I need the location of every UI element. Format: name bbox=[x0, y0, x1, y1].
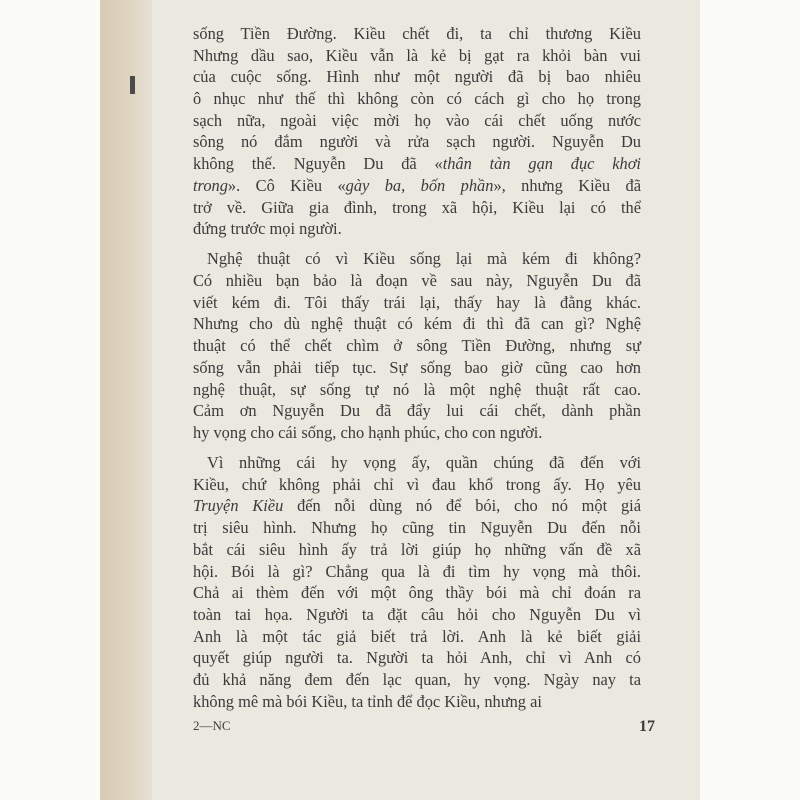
italic-text: Truyện Kiều bbox=[193, 496, 284, 516]
text-line bbox=[193, 292, 641, 314]
text-line bbox=[193, 379, 641, 401]
text-segment: bắt cái siêu hình ấy trả lời giúp họ những vấn đề xã bbox=[193, 539, 641, 559]
text-line bbox=[193, 669, 641, 691]
text-segment: hy vọng cho cái sống, cho hạnh phúc, cho con người. bbox=[193, 422, 543, 442]
text-segment: Chả ai thèm đến với một ông thầy bói mà chỉ đoán ra bbox=[193, 583, 641, 603]
text-line bbox=[193, 197, 641, 219]
text-segment: sống Tiền Đường. Kiều chết đi, ta chỉ thương Kiều bbox=[193, 24, 641, 43]
text-line bbox=[193, 335, 641, 357]
text-line bbox=[193, 400, 641, 422]
text-line bbox=[193, 175, 641, 197]
text-line bbox=[193, 539, 641, 561]
text-line bbox=[193, 131, 641, 153]
text-segment: nghệ thuật, sự sống tự nó là một nghệ thuật rất cao. bbox=[193, 379, 641, 399]
text-segment: Nhưng dầu sao, Kiều vẫn là kẻ bị gạt ra khỏi bàn vui bbox=[193, 45, 641, 65]
text-segment: toàn tai họa. Người ta đặt câu hỏi cho Nguyễn Du vì bbox=[193, 604, 641, 624]
text-segment: sống vẫn phải tiếp tục. Sự sống bao giờ cũng cao hơn bbox=[193, 357, 641, 377]
text-segment: Nghệ thuật có vì Kiều sống lại mà kém đi không? bbox=[207, 249, 641, 269]
text-line bbox=[193, 248, 641, 270]
text-segment: đến nỗi dùng nó để bói, cho nó một giá bbox=[283, 496, 641, 516]
italic-text: gày ba, bốn phần bbox=[345, 175, 494, 195]
text-segment: hội. Bói là gì? Chẳng qua là đi tìm hy vọng mà thôi. bbox=[193, 561, 641, 581]
page-body-text bbox=[193, 23, 641, 712]
text-line bbox=[193, 495, 641, 517]
text-line bbox=[193, 474, 641, 496]
paragraph bbox=[193, 452, 641, 712]
text-line bbox=[193, 23, 641, 45]
text-segment: Anh là một tác giả biết trả lời. Anh là kẻ biết giải bbox=[193, 626, 641, 646]
text-segment: không mê mà bói Kiều, ta tỉnh để đọc Kiều, nhưng ai bbox=[193, 691, 542, 711]
text-line bbox=[193, 88, 641, 110]
text-segment: không thế. Nguyễn Du đã « bbox=[193, 154, 443, 174]
text-segment: Vì những cái hy vọng ấy, quần chúng đã đến với bbox=[207, 453, 641, 473]
text-line bbox=[193, 582, 641, 604]
text-segment: Cảm ơn Nguyễn Du đã đẩy lui cái chết, dành phần bbox=[193, 401, 641, 421]
page-number: 17 bbox=[639, 718, 655, 735]
text-line bbox=[193, 561, 641, 583]
text-segment: Có nhiều bạn bảo là đoạn về sau này, Nguyễn Du đã bbox=[193, 271, 641, 291]
text-line bbox=[193, 452, 641, 474]
text-segment: trở về. Giữa gia đình, trong xã hội, Kiều lại có thể bbox=[193, 197, 641, 217]
text-segment: đủ khả năng đem đến lạc quan, hy vọng. Ngày nay ta bbox=[193, 669, 641, 689]
italic-text: thân tàn gạn đục khơi bbox=[442, 154, 641, 174]
text-line bbox=[193, 691, 641, 713]
text-line bbox=[193, 517, 641, 539]
gutter-mark bbox=[130, 76, 135, 94]
text-segment: thuật có thể chết chìm ở sông Tiền Đường, nhưng sự bbox=[193, 336, 641, 356]
text-line bbox=[193, 357, 641, 379]
text-line bbox=[193, 270, 641, 292]
text-segment: », nhưng Kiều đã bbox=[493, 175, 641, 195]
text-line bbox=[193, 626, 641, 648]
text-line bbox=[193, 110, 641, 132]
text-line bbox=[193, 313, 641, 335]
text-line bbox=[193, 66, 641, 88]
text-segment: ». Cô Kiều « bbox=[227, 175, 346, 195]
text-segment: quyết giúp người ta. Người ta hỏi Anh, chỉ vì Anh có bbox=[193, 648, 641, 668]
text-segment: của cuộc sống. Hình như một người đã bị bao nhiêu bbox=[193, 67, 641, 87]
text-segment: Nhưng cho dù nghệ thuật có kém đi thì đã can gì? Nghệ bbox=[193, 314, 641, 334]
text-line bbox=[193, 45, 641, 67]
text-segment: sông nó đắm người và rửa sạch người. Nguyễn Du bbox=[193, 132, 641, 152]
text-line bbox=[193, 604, 641, 626]
text-segment: viết kém đi. Tôi thấy trái lại, thấy hay là đằng khác. bbox=[193, 292, 641, 312]
italic-text: trong bbox=[193, 175, 228, 195]
text-segment: sạch nữa, ngoài việc mời họ vào cái chết uống nước bbox=[193, 110, 641, 130]
text-segment: ô nhục như thế thì không còn có cách gì cho họ trong bbox=[193, 89, 641, 109]
text-line bbox=[193, 422, 641, 444]
paragraph bbox=[193, 23, 641, 240]
text-segment: trị siêu hình. Nhưng họ cũng tin Nguyễn Du đến nỗi bbox=[193, 518, 641, 538]
text-segment: đứng trước mọi người. bbox=[193, 219, 342, 239]
signature-mark: 2—NC bbox=[193, 718, 231, 733]
text-segment: Kiều, chứ không phải chỉ vì đau khổ trong ấy. Họ yêu bbox=[193, 474, 641, 494]
text-line bbox=[193, 647, 641, 669]
book-gutter bbox=[100, 0, 152, 800]
text-line bbox=[193, 153, 641, 175]
paragraph bbox=[193, 248, 641, 443]
text-line bbox=[193, 218, 641, 240]
